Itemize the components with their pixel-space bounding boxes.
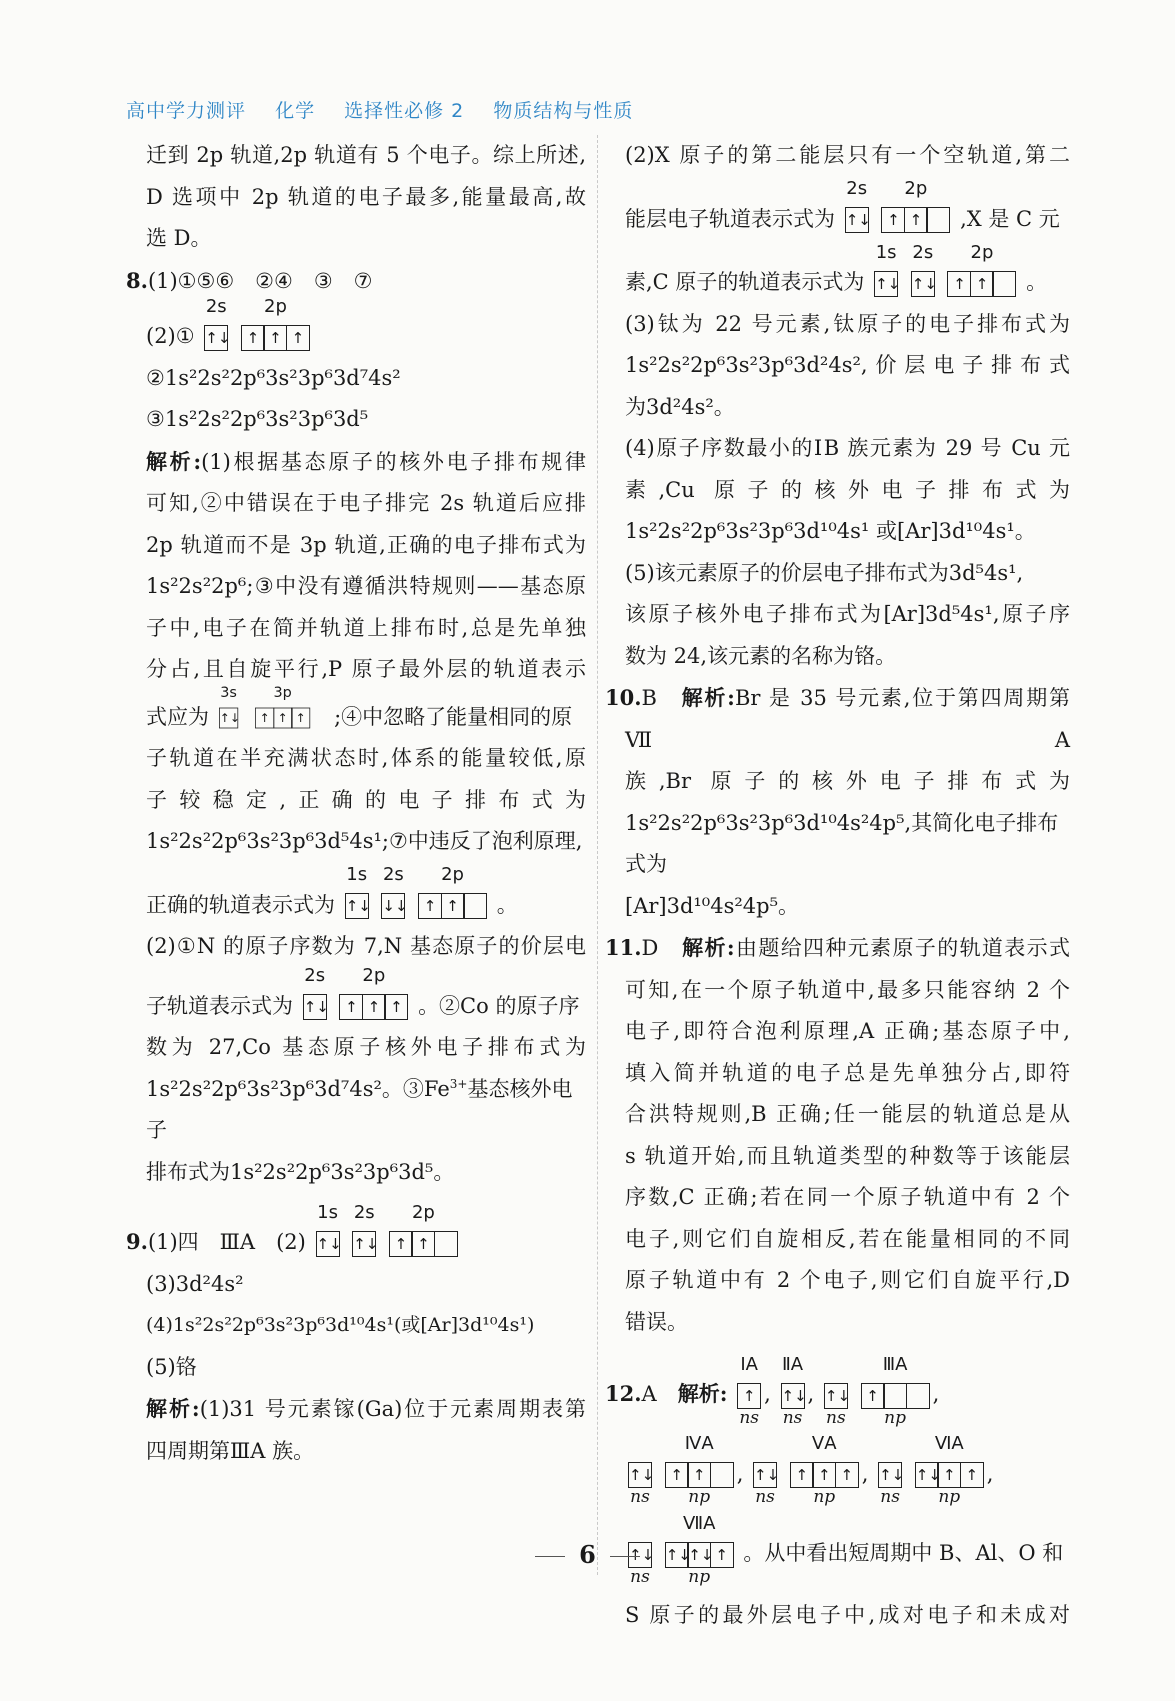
q9-answer-5: (5)铬 [146, 1354, 197, 1379]
q10-line: [Ar]3d¹⁰4s²4p⁵。 [625, 893, 800, 918]
orbital-group-5a-s: ↑↓ ns [753, 1462, 777, 1488]
analysis-line: 式应为 3s ↑↓ 3p ↑ ↑ ↑ ;④中忽略了能量相同的原 [146, 684, 573, 729]
analysis-line: 子轨道在半充满状态时,体系的能量较低,原 [146, 746, 586, 770]
left-column [126, 135, 586, 1472]
header-book: 选择性必修 2 [344, 100, 465, 122]
text-line: 该原子核外电子排布式为[Ar]3d⁵4s¹,原子序 [625, 602, 1070, 626]
q11-line: 电子,则它们自旋相反,若在能量相同的不同 [625, 1226, 1070, 1251]
analysis-line: 排布式为1s²2s²2p⁶3s²3p⁶3d⁵。 [146, 1159, 455, 1184]
orbital-3s: 3s ↑↓ [219, 708, 238, 729]
text-line: (2)X 原子的第二能层只有一个空轨道,第二 [625, 143, 1070, 167]
orbital-group-4a-s: ↑↓ ns [628, 1462, 652, 1488]
q9-number: 9. [126, 1229, 148, 1254]
q8-number: 8. [126, 267, 148, 293]
orbital-2s: 2s ↑↓ [845, 207, 869, 233]
orbital-2s: 2s ↑↓ [303, 994, 327, 1020]
q11-line: 电子,即符合泡利原理,A 正确;基态原子中, [625, 1019, 1070, 1043]
orbital-group-4a-p: ⅣA ↑ ↑ np [665, 1462, 734, 1488]
analysis-line: 数为 27,Co 基态原子核外电子排布式为 [146, 1035, 586, 1059]
orbital-1s: 1s ↑↓ [316, 1231, 340, 1257]
q11-line: s 轨道开始,而且轨道类型的种数等于该能层 [625, 1143, 1070, 1168]
analysis-line: 子较稳定,正确的电子排布式为 [146, 787, 586, 812]
analysis-line: 1s²2s²2p⁶3s²3p⁶3d⁵4s¹;⑦中违反了泡利原理, [146, 829, 583, 853]
q10-line: 族,Br 原子的核外电子排布式为 [625, 769, 1070, 793]
q9-answer-3: (3)3d²4s² [146, 1271, 244, 1296]
running-header [126, 96, 655, 123]
analysis-line: 子中,电子在简并轨道上排布时,总是先单独 [146, 615, 586, 640]
header-subject: 化学 [275, 100, 316, 122]
analysis-label: 解析: [146, 448, 202, 474]
orbital-1s: 1s ↑↓ [874, 271, 898, 297]
analysis-line: 分占,且自旋平行,P 原子最外层的轨道表示 [146, 657, 586, 681]
orbital-2s: 2s ↓↓ [381, 893, 405, 919]
orbital-2p: 2p ↑ ↑ ↑ [339, 994, 408, 1020]
analysis-line: (2)①N 的原子序数为 7,N 基态原子的价层电 [146, 934, 586, 958]
text-line: 素,C 原子的轨道表示式为 1s ↑↓ 2s ↑↓ 2p ↑ ↑ 。 [625, 262, 1070, 304]
text-line: 为3d²4s²。 [625, 394, 735, 419]
text-line: 1s²2s²2p⁶3s²3p⁶3d²4s²,价层电子排布式 [625, 353, 1070, 377]
text-line: (3)钛为 22 号元素,钛原子的电子排布式为 [625, 311, 1070, 336]
q10-line: 10.B 解析:Br 是 35 号元素,位于第四周期第ⅦA [605, 685, 1070, 752]
analysis-line: 2p 轨道而不是 3p 轨道,正确的电子排布式为 [146, 532, 586, 557]
column-divider [597, 135, 598, 1575]
orbital-group-2a: ⅡA ↑↓ ns [781, 1353, 807, 1428]
text-line: (5)该元素原子的价层电子排布式为3d⁵4s¹, [625, 560, 1024, 585]
text-line: 数为 24,该元素的名称为铬。 [625, 643, 897, 668]
text-line: (4)原子序数最小的ⅠB 族元素为 29 号 Cu 元 [625, 436, 1070, 460]
orbital-group-7a-s: ↑↓ ns [628, 1542, 652, 1568]
orbital-2p: 2p ↑ ↑ [389, 1231, 458, 1257]
q11-line: 序数,C 正确;若在同一个原子轨道中有 2 个 [625, 1185, 1070, 1209]
q11-line: 可知,在一个原子轨道中,最多只能容纳 2 个 [625, 977, 1070, 1002]
text-line: 能层电子轨道表示式为 2s ↑↓ 2p ↑ ↑ ,X 是 C 元 [625, 199, 1070, 241]
orbital-2s: 2s ↑↓ [204, 325, 228, 351]
q8-answer-2b: ②1s²2s²2p⁶3s²3p⁶3d⁷4s² [146, 365, 401, 390]
analysis-line: 解析:(1)根据基态原子的核外电子排布规律 [146, 448, 586, 474]
q10-line: 1s²2s²2p⁶3s²3p⁶3d¹⁰4s²4p⁵,其简化电子排布式为 [625, 810, 1059, 876]
text-line: D 选项中 2p 轨道的电子最多,能量最高,故 [146, 184, 586, 209]
text-line: 迁到 2p 轨道,2p 轨道有 5 个电子。综上所述, [146, 143, 586, 167]
text-line: 素,Cu 原子的核外电子排布式为 [625, 477, 1070, 502]
orbital-group-5a-p: ⅤA ↑ ↑ ↑ np [790, 1462, 859, 1488]
orbital-1s: 1s ↑↓ [345, 893, 369, 919]
orbital-group-7a-p: ⅦA ↑↓ ↑↓ ↑ np [665, 1542, 734, 1568]
q11-line: 错误。 [625, 1309, 688, 1334]
text-line: 1s²2s²2p⁶3s²3p⁶3d¹⁰4s¹ 或[Ar]3d¹⁰4s¹。 [625, 519, 1036, 543]
analysis-line: 1s²2s²2p⁶3s²3p⁶3d⁷4s²。$③Fe^{3+}$基态核外电子 [146, 1076, 573, 1142]
orbital-group-3a-p: ⅢA ↑ np [861, 1383, 930, 1409]
formula: 1s²2s²2p⁶3s²3p⁶3d⁵ [164, 407, 369, 431]
text-line: 选 D。 [146, 226, 212, 250]
q8-a2-label: (2)① [146, 324, 195, 348]
orbital-2s: 2s ↑↓ [911, 271, 935, 297]
q11-line: 11.D 解析:由题给四种元素原子的轨道表示式 [605, 935, 1071, 960]
formula: 1s²2s²2p⁶3s²3p⁶3d⁷4s² [164, 365, 401, 390]
header-series: 高中学力测评 [126, 100, 247, 122]
q12-line: 12.A 解析: ⅠA ↑ ns , ⅡA ↑↓ ns , ↑↓ ns ⅢA ↑ np , [605, 1353, 940, 1428]
orbital-group-6a-p: ⅥA ↑↓ ↑ ↑ np [915, 1462, 984, 1488]
analysis-line: 可知,②中错误在于电子排完 2s 轨道后应排 [146, 491, 586, 515]
q12-line: ↑↓ ns ⅦA ↑↓ ↑↓ ↑ np 。从中看出短周期中 B、Al、O 和 [629, 1512, 1064, 1587]
q12-line: S 原子的最外层电子中,成对电子和未成对 [625, 1602, 1070, 1627]
header-volume: 物质结构与性质 [493, 100, 634, 122]
orbital-2p: 2p ↑ ↑ ↑ [241, 325, 310, 351]
q9-answer-4: (4)1s²2s²2p⁶3s²3p⁶3d¹⁰4s¹(或[Ar]3d¹⁰4s¹) [146, 1314, 535, 1336]
q12-line: ↑↓ ns ⅣA ↑ ↑ np , ↑↓ ns ⅤA ↑ ↑ ↑ np , ↑↓ ns ⅥA ↑↓ ↑ ↑ np , [629, 1433, 994, 1507]
orbital-group-6a-s: ↑↓ ns [878, 1462, 902, 1488]
orbital-2p: 2p ↑ ↑ [418, 893, 487, 919]
analysis-line: 解析:(1)31 号元素镓(Ga)位于元素周期表第 [146, 1396, 586, 1421]
orbital-group-3a-s: ↑↓ ns [824, 1383, 848, 1409]
q9-answer-1: 9.(1)四 ⅢA (2) 1s ↑↓ 2s ↑↓ 2p ↑ ↑ [146, 1221, 586, 1264]
q8-answer-2c: ③1s²2s²2p⁶3s²3p⁶3d⁵ [146, 407, 369, 431]
orbital-group-1a: ⅠA ↑ ns [737, 1383, 761, 1409]
q11-line: 原子轨道中有 2 个电子,则它们自旋平行,D [625, 1268, 1070, 1292]
orbital-2p: 2p ↑ ↑ [947, 271, 1016, 297]
page-number: 6 [0, 1540, 1175, 1569]
analysis-line: 四周期第ⅢA 族。 [146, 1438, 315, 1463]
right-column [605, 135, 1071, 1636]
q11-line: 填入简并轨道的电子总是先单独分占,即符 [625, 1060, 1070, 1085]
q11-line: 合洪特规则,B 正确;任一能层的轨道总是从 [625, 1102, 1070, 1126]
q8-answer-2 [146, 295, 586, 358]
orbital-2s: 2s ↑↓ [352, 1231, 376, 1257]
analysis-line: 1s²2s²2p⁶;③中没有遵循洪特规则——基态原 [146, 574, 586, 598]
orbital-3p: 3p ↑ ↑ ↑ [255, 708, 310, 729]
analysis-line: 正确的轨道表示式为 1s ↑↓ 2s ↓↓ 2p ↑ ↑ 。 [146, 885, 586, 927]
analysis-line: 子轨道表示式为 2s ↑↓ 2p ↑ ↑ ↑ 。②Co 的原子序 [146, 986, 586, 1028]
q8-a1: (1)①⑤⑥ ②④ ③ ⑦ [147, 268, 373, 293]
orbital-2p: 2p ↑ ↑ [881, 207, 950, 233]
